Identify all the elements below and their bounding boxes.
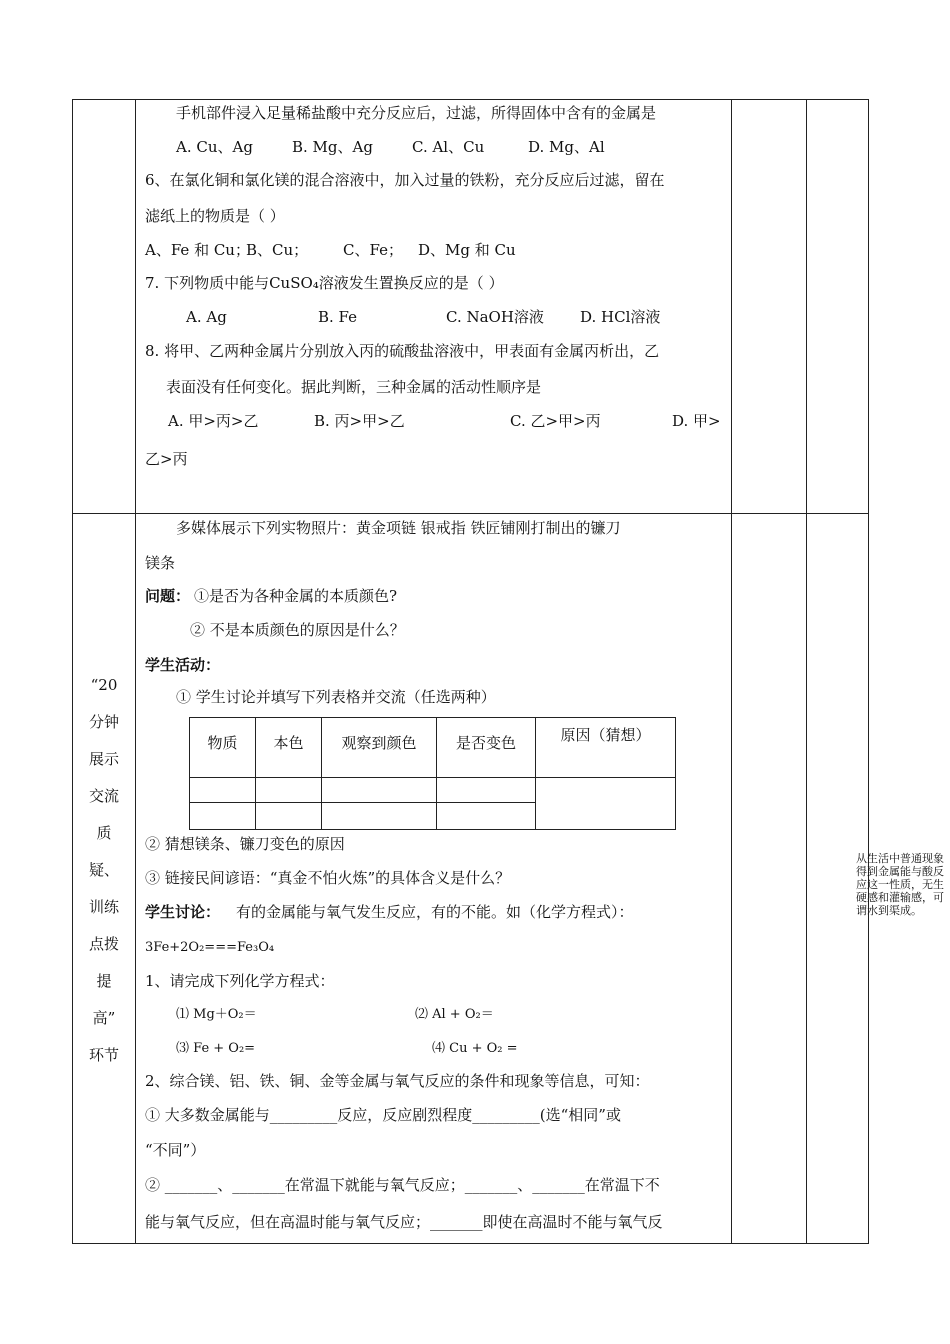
activity-1: ① 学生讨论并填写下列表格并交流（任选两种） xyxy=(176,688,496,706)
q5-option-c: C. Al、Cu xyxy=(412,138,485,156)
conclusion-1-line-2: “不同”） xyxy=(145,1141,206,1159)
header-reason: 原因（猜想） xyxy=(536,718,676,778)
intro-line-2: 镁条 xyxy=(145,554,176,572)
header-observed-color: 观察到颜色 xyxy=(322,718,437,778)
section-label-9: 提 xyxy=(96,972,112,990)
table-cell xyxy=(190,778,256,803)
question-label: 问题： xyxy=(145,587,191,605)
conclusion-2-line-2: 能与氧气反应，但在高温时能与氧气反应；_______即使在高温时不能与氧气反 xyxy=(145,1213,663,1231)
equation-4: ⑷ Cu + O₂ = xyxy=(432,1041,518,1056)
conclusion-2-line-1: ② _______、_______在常温下就能与氧气反应；_______、_______在常温下不 xyxy=(145,1176,660,1194)
q6-line-2: 滤纸上的物质是（ ） xyxy=(145,207,285,225)
q8-option-a: A. 甲>丙>乙 xyxy=(168,412,259,430)
section-label-2: 分钟 xyxy=(88,713,119,731)
table-cell xyxy=(437,803,536,830)
table-cell xyxy=(256,778,322,803)
q8-option-c: C. 乙>甲>丙 xyxy=(510,412,601,430)
q8-option-b: B. 丙>甲>乙 xyxy=(314,412,405,430)
question-1: ①是否为各种金属的本质颜色? xyxy=(194,587,398,605)
q8-option-d: D. 甲> xyxy=(672,412,721,430)
equation-3: ⑶ Fe + O₂= xyxy=(176,1041,256,1056)
header-changed: 是否变色 xyxy=(437,718,536,778)
task-2: 2、综合镁、铝、铁、铜、金等金属与氧气反应的条件和现象等信息，可知： xyxy=(145,1072,650,1090)
q6-line-1: 6、在氯化铜和氯化镁的混合溶液中，加入过量的铁粉，充分反应后过滤，留在 xyxy=(145,171,665,189)
task-1: 1、请完成下列化学方程式： xyxy=(145,972,335,990)
question-2: ② 不是本质颜色的原因是什么？ xyxy=(190,621,405,639)
q6-option-a: A、Fe 和 Cu； xyxy=(145,241,250,259)
equation-1: ⑴ Mg＋O₂＝ xyxy=(176,1007,257,1022)
q8-option-d-cont: 乙>丙 xyxy=(145,450,188,468)
q7-option-d: D. HCl溶液 xyxy=(580,308,661,326)
table-cell xyxy=(322,803,437,830)
table-cell xyxy=(322,778,437,803)
section-label-4: 交流 xyxy=(88,787,119,805)
equation-2: ⑵ Al + O₂＝ xyxy=(415,1007,494,1022)
section-label-6: 疑、 xyxy=(88,861,119,879)
table-cell-reason xyxy=(536,778,676,830)
example-equation: 3Fe+2O₂===Fe₃O₄ xyxy=(145,940,275,955)
q5-stem-text: 手机部件浸入足量稀盐酸中充分反应后，过滤，所得固体中含有的金属是 xyxy=(176,104,657,122)
q5-option-a: A. Cu、Ag xyxy=(176,138,253,156)
activity-3: ③ 链接民间谚语：“真金不怕火炼”的具体含义是什么？ xyxy=(145,869,511,887)
q5-option-d: D. Mg、Al xyxy=(528,138,605,156)
color-observation-table xyxy=(189,717,676,830)
q7-option-a: A. Ag xyxy=(186,308,227,326)
table-cell xyxy=(437,778,536,803)
section-label-5: 质 xyxy=(96,824,112,842)
q5-option-b: B. Mg、Ag xyxy=(292,138,373,156)
section-label-11: 环节 xyxy=(88,1046,119,1064)
section-label-1: “20 xyxy=(90,676,118,694)
column-divider-1 xyxy=(135,99,136,1244)
table-cell xyxy=(256,803,322,830)
side-note: 从生活中普通现象得到金属能与酸反应这一性质，无生硬感和灌输感，可谓水到渠成。 xyxy=(856,852,944,917)
header-substance: 物质 xyxy=(190,718,256,778)
q8-line-1: 8. 将甲、乙两种金属片分别放入丙的硫酸盐溶液中，甲表面有金属丙析出，乙 xyxy=(145,342,660,360)
discussion-text: 有的金属能与氧气发生反应，有的不能。如（化学方程式）： xyxy=(236,903,634,921)
header-original-color: 本色 xyxy=(256,718,322,778)
section-label-7: 训练 xyxy=(88,898,119,916)
intro-line-1: 多媒体展示下列实物照片：黄金项链 银戒指 铁匠铺刚打制出的镰刀 xyxy=(176,519,621,537)
q6-option-b: B、Cu； xyxy=(246,241,309,259)
column-divider-3 xyxy=(806,99,807,1244)
section-label-3: 展示 xyxy=(88,750,119,768)
section-label-8: 点拨 xyxy=(88,935,119,953)
discussion-label: 学生讨论： xyxy=(145,903,221,921)
q6-option-c: C、Fe； xyxy=(343,241,403,259)
conclusion-1-line-1: ① 大多数金属能与_________反应，反应剧烈程度_________(选“相同”或 xyxy=(145,1106,621,1124)
section-label-10: 高” xyxy=(92,1009,116,1027)
activity-label: 学生活动： xyxy=(145,656,221,674)
row-divider xyxy=(72,513,869,514)
q7-stem-text: 7. 下列物质中能与CuSO₄溶液发生置换反应的是（ ） xyxy=(145,274,504,292)
activity-2: ② 猜想镁条、镰刀变色的原因 xyxy=(145,835,345,853)
q6-option-d: D、Mg 和 Cu xyxy=(418,241,516,259)
q7-option-c: C. NaOH溶液 xyxy=(446,308,544,326)
q8-line-2: 表面没有任何变化。据此判断，三种金属的活动性顺序是 xyxy=(166,378,542,396)
q7-option-b: B. Fe xyxy=(318,308,358,326)
table-cell xyxy=(190,803,256,830)
column-divider-2 xyxy=(731,99,732,1244)
